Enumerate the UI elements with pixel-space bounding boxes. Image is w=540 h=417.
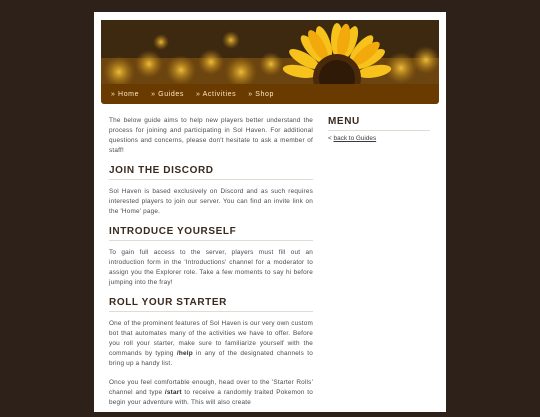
section-body-discord: Sol Haven is based exclusively on Discord and as such requires interested players to join our server. You can find an invite link on the 'Home' page. xyxy=(109,188,313,215)
sunflower-image xyxy=(101,20,439,84)
nav-shop[interactable]: » Shop xyxy=(248,90,275,98)
intro-paragraph: The below guide aims to help new players better understand the process for joining and participating in Sol Haven. For additional questions and concerns, please don't hesitate to ask a member of staff! xyxy=(109,117,313,154)
section-heading-introduce: INTRODUCE YOURSELF xyxy=(109,226,313,241)
nav-home[interactable]: » Home xyxy=(111,90,140,98)
sidebar xyxy=(328,116,430,142)
section-body-starter-2 xyxy=(109,378,313,408)
page-container xyxy=(94,12,446,412)
text-span: Once you feel comfortable enough, head over to the 'Starter Rolls' channel and type xyxy=(109,379,313,396)
back-row xyxy=(328,135,430,142)
text-span: in any of the designated channels to bring up a handy list. xyxy=(109,350,313,367)
command-start: /start xyxy=(164,389,182,396)
back-prefix: < xyxy=(328,135,334,142)
back-to-guides-link[interactable]: back to Guides xyxy=(333,135,377,142)
text-span: to receive a randomly traited Pokemon to begin your adventure with. This will also create xyxy=(109,389,313,406)
nav-guides[interactable]: » Guides xyxy=(151,90,184,98)
section-heading-starter: ROLL YOUR STARTER xyxy=(109,297,313,312)
section-body-starter-1 xyxy=(109,319,313,369)
sidebar-title: MENU xyxy=(328,116,430,131)
section-heading-discord: JOIN THE DISCORD xyxy=(109,165,313,180)
sunflower-banner xyxy=(101,20,439,84)
nav-activities[interactable]: » Activities xyxy=(195,90,237,98)
main-nav xyxy=(101,84,439,104)
text-span: One of the prominent features of Sol Haven is our very own custom bot that automates many of the activities we have to offer. Before you roll your starter, make sure to familiarize yourself with the commands by typing xyxy=(109,320,313,357)
section-body-introduce: To gain full access to the server, players must fill out an introduction form in the 'Introductions' channel for a moderator to assign you the Explorer role. Take a few moments to say hi before jumping into the fray! xyxy=(109,249,313,286)
command-help: /help xyxy=(176,350,193,357)
guide-content xyxy=(109,116,313,417)
